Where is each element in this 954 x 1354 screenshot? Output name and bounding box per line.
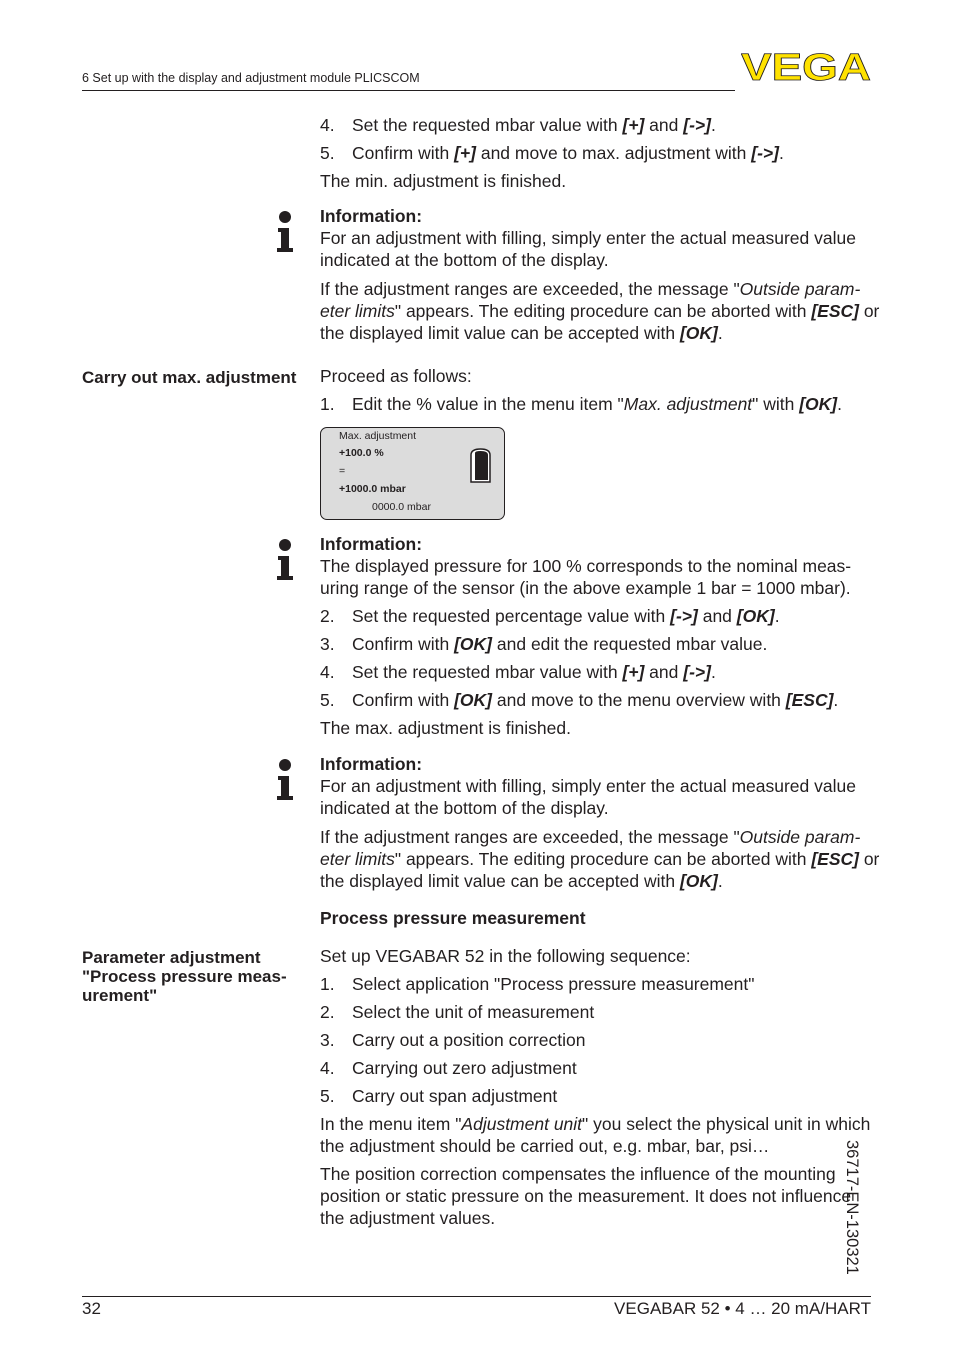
display-equals: =	[339, 465, 346, 477]
information-text: If the adjustment ranges are exceeded, the message "Outside parameter limits" appears. The editing procedure can be aborted with [ESC] or the displayed limit value can be accepted with [OK].	[320, 279, 880, 343]
list-item: 3. Confirm with [OK] and edit the requested mbar value.	[320, 634, 768, 654]
information-icon	[275, 539, 295, 585]
min-finished-text: The min. adjustment is finished.	[320, 171, 567, 191]
display-screen	[320, 427, 505, 520]
tank-level-icon	[467, 447, 494, 484]
list-item: 5. Confirm with [OK] and move to the menu overview with [ESC].	[320, 690, 839, 710]
position-correction-text: The position correction compensates the influence of the mounting position or static pressure on the measurement. It does not influence the adjustment values.	[320, 1164, 852, 1228]
adjustment-unit-text: In the menu item "Adjustment unit" you select the physical unit in which the adjustment should be carried out, e.g. mbar, bar, psi…	[320, 1114, 871, 1156]
list-item: 5. Carry out span adjustment	[320, 1086, 558, 1106]
header-rule	[82, 90, 735, 91]
list-item: 4. Carrying out zero adjustment	[320, 1058, 577, 1078]
information-block-3	[320, 753, 880, 892]
list-item: 1. Select application "Process pressure measurement"	[320, 974, 755, 994]
information-title: Information:	[320, 206, 423, 226]
list-item: 3. Carry out a position correction	[320, 1030, 586, 1050]
information-icon	[275, 759, 295, 805]
intro-text: Proceed as follows:	[320, 366, 472, 386]
information-block-2	[320, 533, 880, 739]
information-text: If the adjustment ranges are exceeded, the message "Outside parameter limits" appears. The editing procedure can be aborted with [ESC] or the displayed limit value can be accepted with [OK].	[320, 827, 880, 891]
min-adjustment-steps	[320, 114, 880, 192]
information-title: Information:	[320, 534, 423, 554]
display-mbar: +1000.0 mbar	[339, 483, 406, 495]
vega-logo	[741, 51, 871, 83]
max-finished-text: The max. adjustment is finished.	[320, 718, 571, 738]
list-item: 1. Edit the % value in the menu item "Max. adjustment" with [OK].	[320, 394, 843, 414]
footer-rule	[82, 1296, 871, 1297]
information-icon	[275, 211, 295, 257]
page-number: 32	[82, 1299, 101, 1318]
list-item: 5. Confirm with [+] and move to max. adjustment with [->].	[320, 143, 784, 163]
running-header: 6 Set up with the display and adjustment module PLICSCOM	[82, 71, 420, 85]
side-heading-process-pressure: Parameter adjustment "Process pressure measurement"	[82, 948, 287, 1005]
list-item: 4. Set the requested mbar value with [+] and [->].	[320, 662, 716, 682]
list-item: 2. Select the unit of measurement	[320, 1002, 595, 1022]
side-heading-max-adjustment: Carry out max. adjustment	[82, 368, 297, 387]
information-title: Information:	[320, 754, 423, 774]
max-adjustment-intro	[320, 365, 880, 415]
intro-text: Set up VEGABAR 52 in the following sequence:	[320, 946, 691, 966]
svg-text:VEGA: VEGA	[741, 51, 871, 83]
display-measured: 0000.0 mbar	[372, 501, 431, 513]
process-pressure-content	[320, 945, 880, 1229]
information-text: For an adjustment with filling, simply enter the actual measured value indicated at the bottom of the display.	[320, 776, 856, 818]
display-percent: +100.0 %	[339, 447, 384, 459]
list-item: 4. Set the requested mbar value with [+] and [->].	[320, 115, 716, 135]
footer-title: VEGABAR 52 • 4 … 20 mA/HART	[614, 1299, 871, 1318]
list-item: 2. Set the requested percentage value with [->] and [OK].	[320, 606, 780, 626]
information-text: For an adjustment with filling, simply enter the actual measured value indicated at the bottom of the display.	[320, 228, 856, 270]
information-block-1	[320, 205, 880, 344]
section-heading: Process pressure measurement	[320, 908, 586, 928]
document-number: 36717-EN-130321	[843, 1140, 861, 1275]
information-text: The displayed pressure for 100 % corresponds to the nominal measuring range of the sensor (in the above example 1 bar = 1000 mbar).	[320, 556, 852, 598]
display-title: Max. adjustment	[339, 430, 417, 442]
